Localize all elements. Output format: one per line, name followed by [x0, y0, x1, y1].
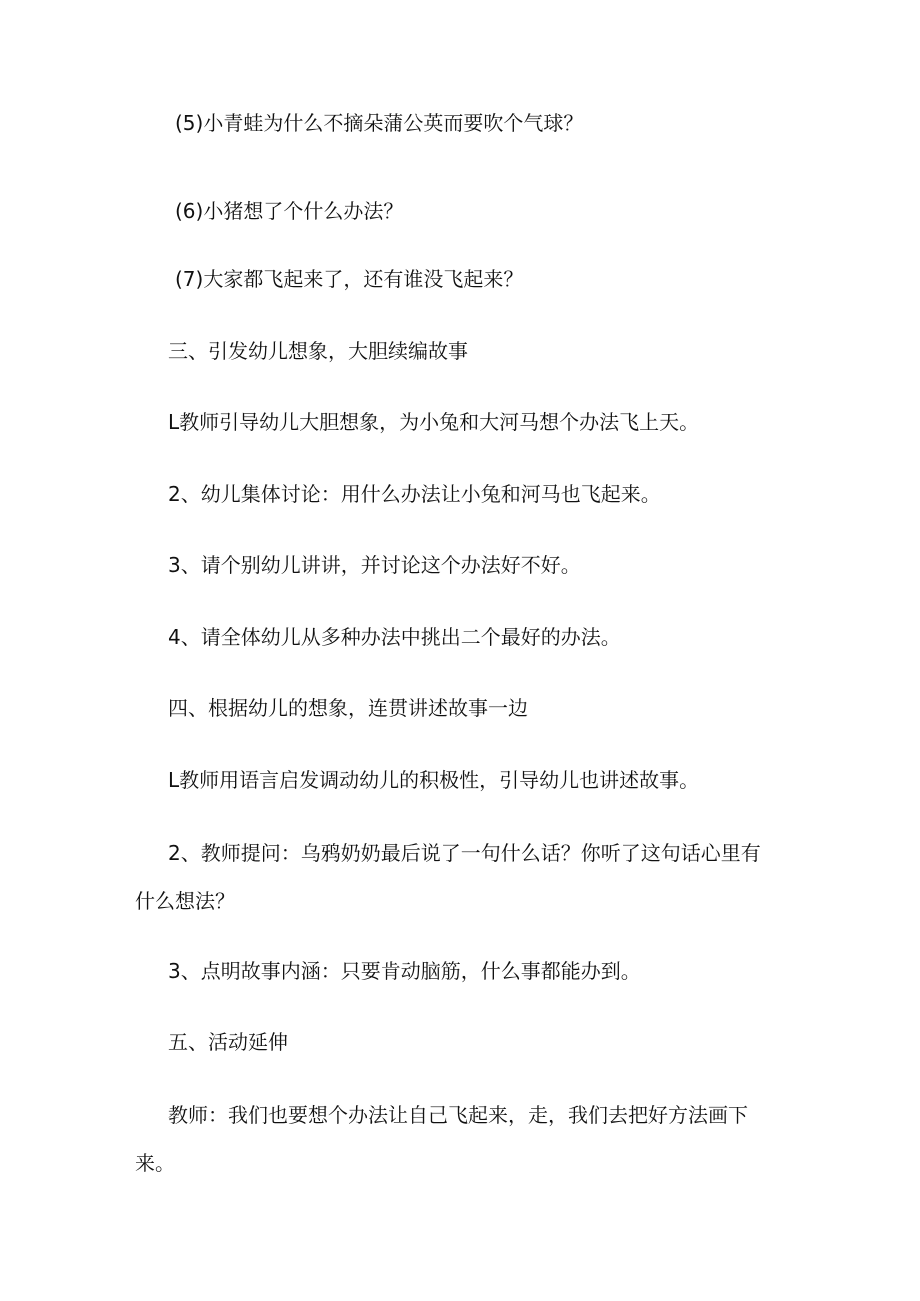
- list-item: 2、幼儿集体讨论：用什么办法让小兔和河马也飞起来。: [168, 482, 661, 506]
- section-heading-4: 四、根据幼儿的想象，连贯讲述故事一边: [168, 696, 528, 720]
- closing-paragraph: 教师：我们也要想个办法让自己飞起来，走，我们去把好方法画下来。: [135, 1103, 748, 1175]
- list-item: 3、请个别幼儿讲讲，并讨论这个办法好不好。: [168, 553, 581, 577]
- section-heading-3: 三、引发幼儿想象，大胆续编故事: [168, 339, 468, 363]
- question-7: (7)大家都飞起来了，还有谁没飞起来？: [175, 267, 524, 291]
- list-item: 4、请全体幼儿从多种办法中挑出二个最好的办法。: [168, 625, 621, 649]
- list-item: 3、点明故事内涵：只要肯动脑筋，什么事都能办到。: [168, 959, 641, 983]
- question-6: (6)小猪想了个什么办法？: [175, 199, 404, 223]
- list-item: L教师用语言启发调动幼儿的积极性，引导幼儿也讲述故事。: [168, 768, 700, 792]
- list-item: L教师引导幼儿大胆想象，为小兔和大河马想个办法飞上天。: [168, 410, 700, 434]
- list-item-multiline: 2、教师提问：乌鸦奶奶最后说了一句什么话？你听了这句话心里有什么想法？: [135, 841, 761, 913]
- question-5: (5)小青蛙为什么不摘朵蒲公英而要吹个气球？: [175, 111, 584, 135]
- section-heading-5: 五、活动延伸: [168, 1030, 288, 1054]
